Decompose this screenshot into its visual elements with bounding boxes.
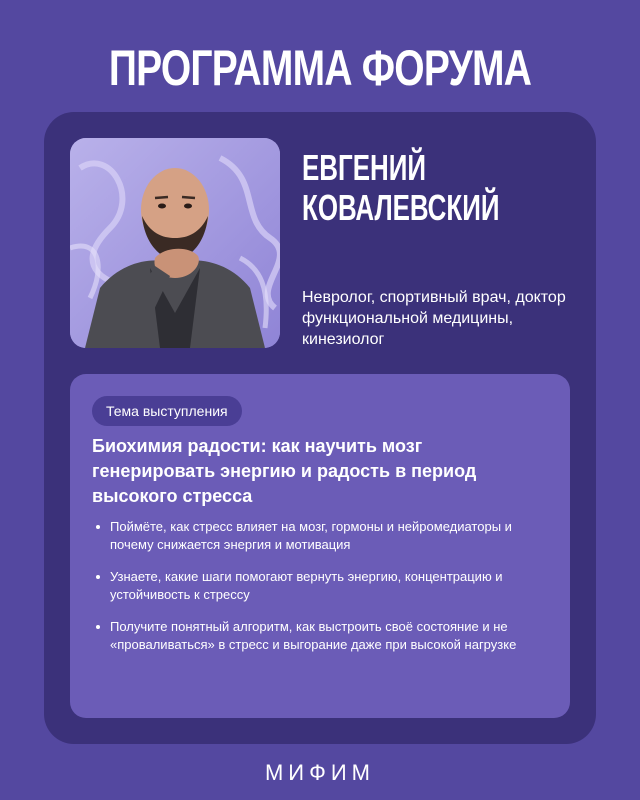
speaker-portrait-illustration — [70, 138, 280, 348]
bullet-dot-icon — [96, 525, 100, 529]
bullet-dot-icon — [96, 625, 100, 629]
brand-logo: МИФИМ — [264, 760, 375, 785]
list-item — [92, 518, 532, 554]
list-item — [92, 618, 532, 654]
bullet-text: Узнаете, какие шаги помогают вернуть энергию, концентрацию и устойчивость к стрессу — [110, 569, 503, 602]
page-title: ПРОГРАММА ФОРУМА — [108, 40, 532, 96]
bullet-text: Поймёте, как стресс влияет на мозг, гормоны и нейромедиаторы и почему снижается энергия и мотивация — [110, 519, 512, 552]
speaker-name — [302, 148, 504, 228]
list-item — [92, 568, 532, 604]
bullet-dot-icon — [96, 575, 100, 579]
topic-bullets — [92, 518, 532, 668]
speaker-photo — [70, 138, 280, 348]
topic-title: Биохимия радости: как научить мозг генерировать энергию и радость в период высокого стресса — [92, 436, 477, 506]
speaker-role: Невролог, спортивный врач, доктор функциональной медицины, кинезиолог — [302, 289, 566, 348]
bullet-text: Получите понятный алгоритм, как выстроить своё состояние и не «проваливаться» в стресс и выгорание даже при высокой нагрузке — [110, 619, 517, 652]
speaker-first-name: ЕВГЕНИЙ — [302, 147, 426, 188]
talk-card — [70, 374, 570, 718]
topic-tag: Тема выступления — [92, 396, 242, 426]
speaker-last-name: КОВАЛЕВСКИЙ — [302, 187, 500, 228]
speaker-card — [44, 112, 596, 744]
